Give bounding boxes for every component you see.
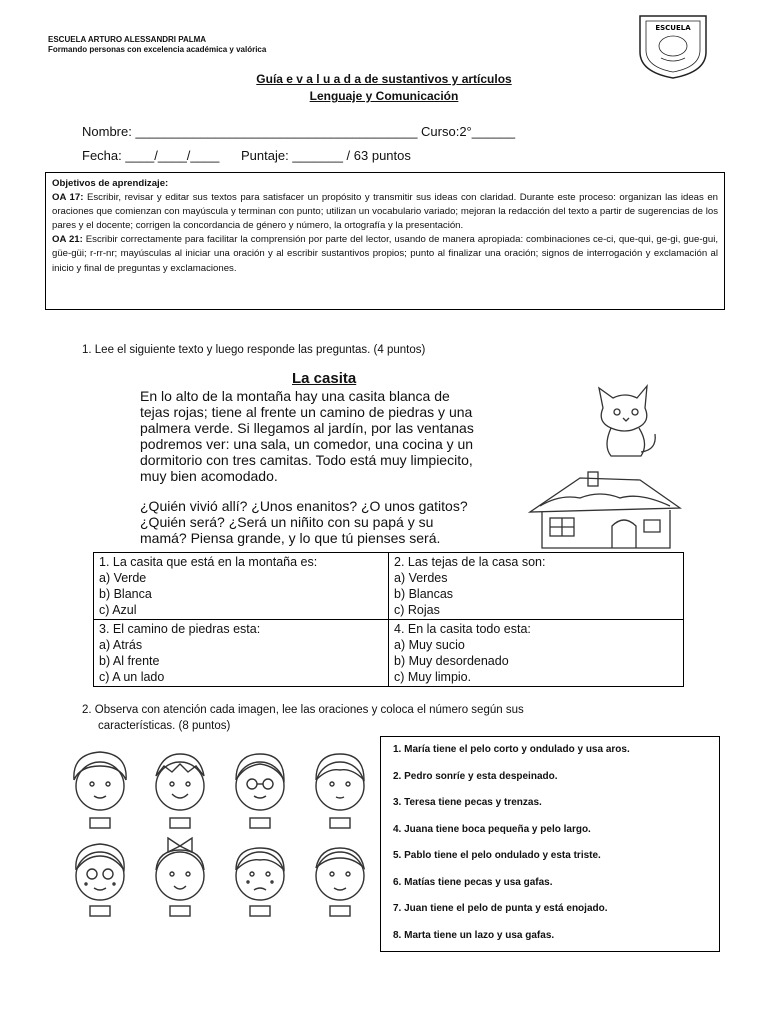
sentence-7: 7. Juan tiene el pelo de punta y está enojado. [393, 903, 608, 914]
crest-text: ESCUELA [655, 24, 691, 32]
child-face-2 [156, 754, 204, 828]
oa21-label: OA 21: [52, 234, 83, 246]
question-4-text: 4. En la casita todo esta: [394, 622, 531, 636]
faces-grid [62, 740, 372, 920]
option-4c[interactable]: c) Muy limpio. [394, 670, 472, 684]
sentence-3: 3. Teresa tiene pecas y trenzas. [393, 797, 542, 808]
question1-prompt: 1. Lee el siguiente texto y luego responde las preguntas. (4 puntos) [82, 344, 426, 356]
child-face-7 [236, 848, 284, 916]
question-1-text: 1. La casita que está en la montaña es: [99, 555, 318, 569]
option-2a[interactable]: a) Verdes [394, 571, 448, 585]
question-cell-4 [389, 620, 684, 687]
school-crest-logo [636, 12, 710, 80]
child-face-4 [316, 754, 364, 828]
question2-prompt-line1: 2. Observa con atención cada imagen, lee las oraciones y coloca el número según sus [82, 704, 524, 716]
option-4b[interactable]: b) Muy desordenado [394, 654, 509, 668]
objectives-box [45, 172, 725, 310]
option-2c[interactable]: c) Rojas [394, 603, 440, 617]
oa17-label: OA 17: [52, 192, 84, 204]
sentence-5: 5. Pablo tiene el pelo ondulado y esta triste. [393, 850, 601, 861]
oa17-text: Escribir, revisar y editar sus textos para satisfacer un propósito y transmitir sus ideas con claridad. Durante este proceso: organizan las ideas en oraciones que comienzan con mayúscula y terminan con punto; utilizan un vocabulario variado; mejoran la redacción del texto a partir de sugerencias de los pares y el docente; corrigen la concordancia de género y número, la ortografía y la presentación. [52, 192, 718, 232]
option-3c[interactable]: c) A un lado [99, 670, 165, 684]
school-header [48, 35, 266, 55]
question-2-text: 2. Las tejas de la casa son: [394, 555, 546, 569]
option-4a[interactable]: a) Muy sucio [394, 638, 465, 652]
oa21-text: Escribir correctamente para facilitar la comprensión por parte del lector, usando de manera apropiada: combinaciones ce-ci, que-qui, ge-gi, gue-gui, güe-güi; r-rr-nr; mayúsculas al iniciar una oración y al escribir sustantivos propios; punto al finalizar una oración; signos de interrogación y exclamación al inicio y final de preguntas y exclamaciones. [52, 234, 718, 274]
option-1a[interactable]: a) Verde [99, 571, 147, 585]
subject-title: Lenguaje y Comunicación [309, 89, 459, 103]
question2-prompt-line2: características. (8 puntos) [98, 720, 231, 732]
question1-table [93, 552, 684, 687]
sentence-4: 4. Juana tiene boca pequeña y pelo largo. [393, 823, 591, 835]
option-1b[interactable]: b) Blanca [99, 587, 152, 601]
sentence-1: 1. María tiene el pelo corto y ondulado y usa aros. [393, 744, 630, 755]
sentence-2: 2. Pedro sonríe y esta despeinado. [393, 770, 558, 782]
child-face-5 [76, 844, 124, 916]
date-score-field[interactable]: Fecha: ____/____/____ Puntaje: _______ / 63 puntos [82, 148, 411, 163]
question-cell-2 [389, 553, 684, 620]
question-3-text: 3. El camino de piedras esta: [99, 622, 261, 636]
house-illustration [520, 468, 700, 550]
option-3a[interactable]: a) Atrás [99, 638, 143, 652]
child-face-1 [74, 752, 126, 828]
guide-title: Guía e v a l u a d a de sustantivos y artículos [256, 72, 512, 86]
reading-title: La casita [292, 370, 357, 387]
name-course-field[interactable]: Nombre: _______________________________________ Curso:2°______ [82, 124, 516, 139]
children-faces-illustration [62, 740, 372, 920]
objectives-heading: Objetivos de aprendizaje: [52, 178, 169, 189]
question-cell-3 [94, 620, 389, 687]
option-1c[interactable]: c) Azul [99, 603, 137, 617]
reading-text [140, 388, 480, 560]
sentences-box [380, 736, 720, 952]
option-2b[interactable]: b) Blancas [394, 587, 454, 601]
child-face-8 [316, 848, 364, 916]
sentence-6: 6. Matías tiene pecas y usa gafas. [393, 876, 553, 888]
question-cell-1 [94, 553, 389, 620]
reading-paragraph-2: ¿Quién vivió allí? ¿Unos enanitos? ¿O unos gatitos? ¿Quién será? ¿Será un niñito con su papá y su mamá? Piensa grande, y lo que tú pienses será. [140, 498, 468, 546]
child-face-6 [156, 838, 204, 916]
sentence-8: 8. Marta tiene un lazo y usa gafas. [393, 929, 555, 941]
school-name: ESCUELA ARTURO ALESSANDRI PALMA [48, 35, 207, 44]
child-face-3 [236, 754, 284, 828]
school-motto: Formando personas con excelencia académica y valórica [48, 45, 267, 54]
cat-illustration [585, 378, 665, 460]
option-3b[interactable]: b) Al frente [99, 654, 160, 668]
reading-paragraph-1: En lo alto de la montaña hay una casita blanca de tejas rojas; tiene al frente un camino de piedras y una palmera verde. Si llegamos al jardín, por las ventanas podremos ver: una sala, un comedor, una cocina y un dormitorio con tres camitas. Todo está muy limpiecito, muy bien acomodado. [140, 388, 474, 484]
